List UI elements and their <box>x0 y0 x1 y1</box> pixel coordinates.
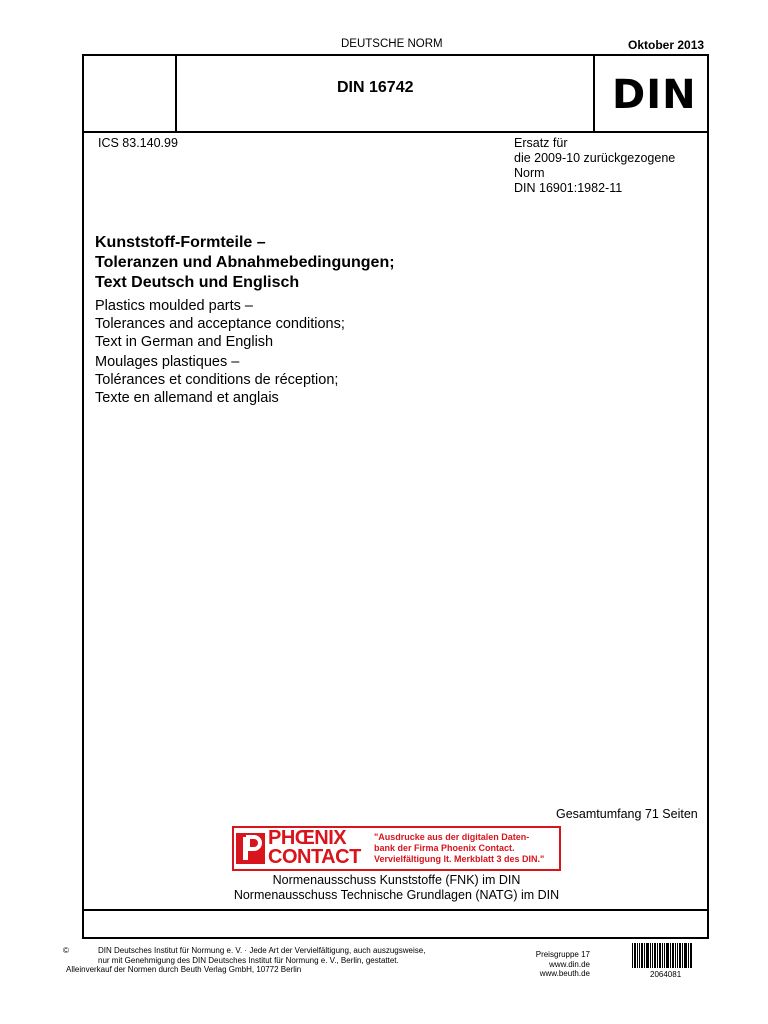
header-right-divider <box>593 56 595 131</box>
replacement-line: DIN 16901:1982-11 <box>514 181 623 195</box>
copyright-notice <box>66 946 482 975</box>
title-german-line: Text Deutsch und Englisch <box>95 274 300 291</box>
phoenix-note-line: bank der Firma Phoenix Contact. <box>374 843 515 853</box>
title-german-line: Kunststoff-Formteile – <box>95 234 266 251</box>
price-group: Preisgruppe 17 <box>535 950 590 959</box>
title-french-line: Tolérances et conditions de réception; <box>95 372 339 388</box>
header-divider <box>84 131 707 133</box>
copyright-line: Alleinverkauf der Normen durch Beuth Verlag GmbH, 10772 Berlin <box>66 965 302 974</box>
replacement-note <box>514 136 675 196</box>
title-english-line: Text in German and English <box>95 334 274 350</box>
barcode-icon <box>632 943 692 968</box>
copyright-line: DIN Deutsches Institut für Normung e. V. · Jede Art der Vervielfältigung, auch auszugsweise, <box>98 946 426 955</box>
barcode-number: 2064081 <box>650 970 682 979</box>
title-english-line: Tolerances and acceptance conditions; <box>95 316 345 332</box>
replacement-line: Norm <box>514 166 545 180</box>
title-english <box>95 297 345 351</box>
title-german-line: Toleranzen und Abnahmebedingungen; <box>95 254 395 271</box>
phoenix-note <box>374 832 544 865</box>
phoenix-note-line: Vervielfältigung lt. Merkblatt 3 des DIN." <box>374 854 545 864</box>
committees <box>232 873 561 903</box>
replacement-line: die 2009-10 zurückgezogene <box>514 151 676 165</box>
ics-code: ICS 83.140.99 <box>98 136 178 150</box>
phoenix-logo-icon <box>236 833 265 864</box>
page-count: Gesamtumfang 71 Seiten <box>556 807 698 821</box>
price-info <box>500 950 590 979</box>
din-logo: DIN <box>612 72 697 118</box>
title-german <box>95 233 395 293</box>
title-french-line: Moulages plastiques – <box>95 354 240 370</box>
url-din: www.din.de <box>549 959 590 969</box>
copyright-symbol: © <box>63 946 69 955</box>
committee-line: Normenausschuss Kunststoffe (FNK) im DIN <box>272 873 521 887</box>
phoenix-brand-line: PHŒNIX <box>268 827 347 849</box>
footer-divider <box>84 909 707 911</box>
standard-number: DIN 16742 <box>337 79 414 96</box>
phoenix-brand-line: CONTACT <box>268 846 361 868</box>
title-french-line: Texte en allemand et anglais <box>95 390 279 406</box>
norm-type: DEUTSCHE NORM <box>341 38 443 50</box>
phoenix-note-line: "Ausdrucke aus der digitalen Daten- <box>374 832 530 842</box>
phoenix-logo-mark <box>236 833 265 864</box>
committee-line: Normenausschuss Technische Grundlagen (NATG) im DIN <box>233 888 560 902</box>
publication-date: Oktober 2013 <box>628 38 705 52</box>
title-french <box>95 353 338 407</box>
header-left-divider <box>175 56 177 131</box>
title-english-line: Plastics moulded parts – <box>95 298 253 314</box>
replacement-line: Ersatz für <box>514 136 568 150</box>
url-beuth: www.beuth.de <box>539 969 590 978</box>
phoenix-contact-stamp <box>232 826 561 871</box>
copyright-line: nur mit Genehmigung des DIN Deutsches Institut für Normung e. V., Berlin, gestattet. <box>98 955 399 965</box>
phoenix-brand <box>268 829 361 867</box>
